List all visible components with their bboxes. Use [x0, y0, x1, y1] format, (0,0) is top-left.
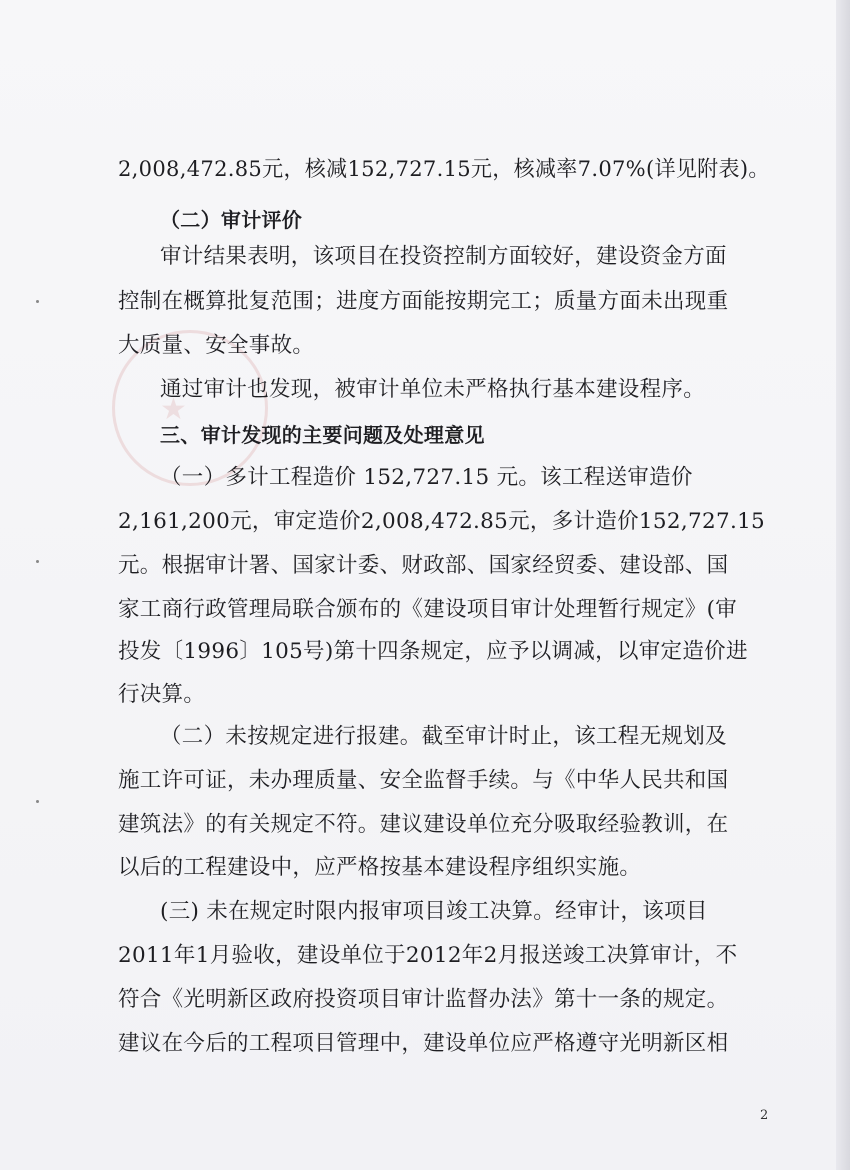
text-line: 行决算。 [118, 682, 206, 707]
text-line: （二）未按规定进行报建。截至审计时止，该工程无规划及 [160, 724, 727, 749]
text-line: 元。根据审计署、国家计委、财政部、国家经贸委、建设部、国 [118, 553, 729, 578]
binding-hole-mark [36, 560, 39, 563]
text-line: 通过审计也发现，被审计单位未严格执行基本建设程序。 [160, 377, 706, 402]
text-line: 投发〔1996〕105号)第十四条规定，应予以调减，以审定造价进 [118, 639, 748, 664]
page-number: 2 [760, 1108, 769, 1123]
text-line: 以后的工程建设中，应严格按基本建设程序组织实施。 [118, 855, 642, 880]
text-line: 2011年1月验收，建设单位于2012年2月报送竣工决算审计，不 [118, 943, 738, 968]
text-line: 审计结果表明，该项目在投资控制方面较好，建设资金方面 [160, 244, 727, 269]
text-line: （一）多计工程造价 152,727.15 元。该工程送审造价 [160, 465, 693, 490]
page-edge-shadow [836, 0, 850, 1170]
text-line: 控制在概算批复范围；进度方面能按期完工；质量方面未出现重 [118, 289, 729, 314]
binding-hole-mark [36, 800, 39, 803]
text-line: 家工商行政管理局联合颁布的《建设项目审计处理暂行规定》(审 [118, 597, 738, 622]
text-line: 2,008,472.85元，核减152,727.15元，核减率7.07%(详见附表)。 [118, 157, 770, 182]
text-line: 建筑法》的有关规定不符。建议建设单位充分吸取经验教训，在 [118, 812, 729, 837]
text-line: 符合《光明新区政府投资项目审计监督办法》第十一条的规定。 [118, 987, 729, 1012]
text-line: 施工许可证，未办理质量、安全监督手续。与《中华人民共和国 [118, 768, 729, 793]
text-line: 2,161,200元，审定造价2,008,472.85元，多计造价152,727.15 [118, 509, 766, 534]
binding-hole-mark [36, 300, 39, 303]
text-line: (三) 未在规定时限内报审项目竣工决算。经审计，该项目 [160, 899, 708, 924]
section-heading-main-issues: 三、审计发现的主要问题及处理意见 [160, 423, 485, 447]
section-heading-audit-evaluation: （二）审计评价 [160, 208, 303, 232]
text-line: 大质量、安全事故。 [118, 333, 315, 358]
seal-star-icon: ★ [160, 392, 187, 427]
text-line: 建议在今后的工程项目管理中，建设单位应严格遵守光明新区相 [118, 1031, 729, 1056]
